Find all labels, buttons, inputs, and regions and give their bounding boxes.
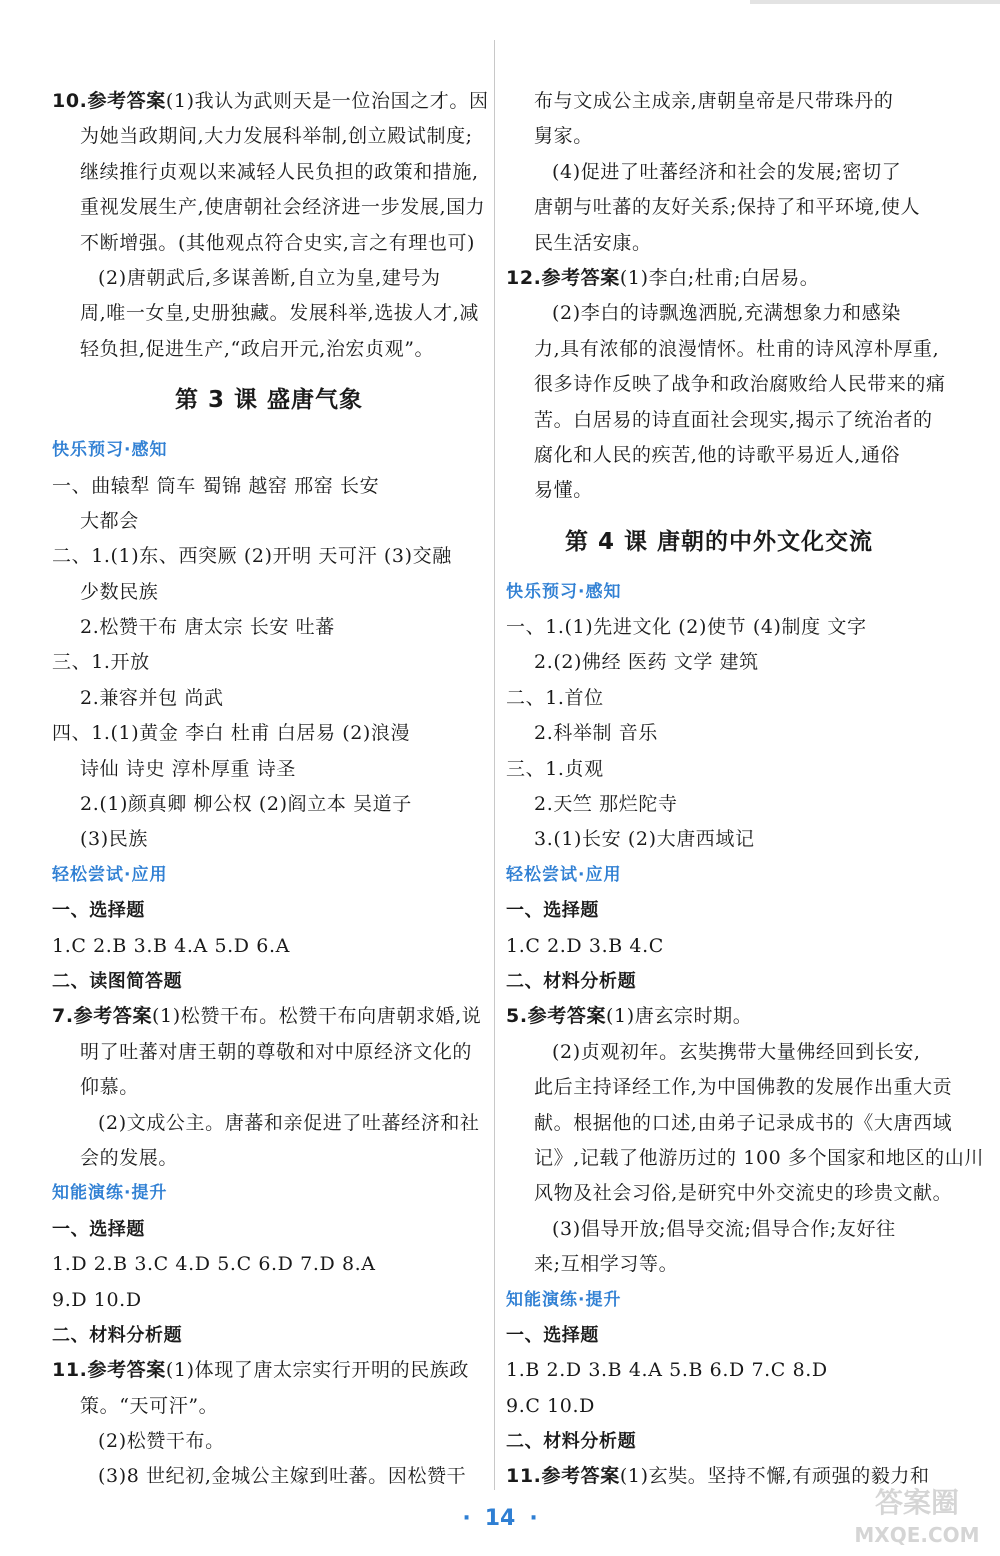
line-text: 明了吐蕃对唐王朝的尊敬和对中原经济文化的 <box>80 1040 473 1063</box>
question-type-heading <box>506 893 932 928</box>
text-line <box>506 1247 932 1282</box>
text-line <box>52 575 486 610</box>
section-heading <box>52 1176 486 1211</box>
text-line <box>506 1070 953 1105</box>
line-text: 1.B 2.D 3.B 4.A 5.B 6.D 7.C 8.D <box>506 1359 828 1382</box>
line-text: 二、1.(1)东、西突厥 (2)开明 天可汗 (3)交融 <box>52 545 452 568</box>
answer-line <box>52 999 486 1034</box>
line-text: 二、1.首位 <box>506 686 604 709</box>
text-line <box>52 504 486 539</box>
question-type-heading <box>506 1424 932 1459</box>
section-heading <box>52 858 486 893</box>
text-line <box>52 1247 486 1282</box>
left-column <box>52 84 489 1495</box>
line-text: 一、曲辕犁 筒车 蜀锦 越窑 邢窑 长安 <box>52 474 380 497</box>
text-line <box>52 822 486 857</box>
page-number-dot-left: · <box>462 1506 471 1531</box>
line-text: 9.D 10.D <box>52 1288 142 1311</box>
line-text: 少数民族 <box>80 580 159 603</box>
text-line <box>506 1106 953 1141</box>
line-text: 腐化和人民的疾苦,他的诗歌平易近人,通俗 <box>534 443 901 466</box>
line-text: (1)松赞干布。松赞干布向唐朝求婚,说 <box>152 1005 482 1028</box>
line-text: 风物及社会习俗,是研究中外交流史的珍贵文献。 <box>534 1182 953 1205</box>
line-text: (1)我认为武则天是一位治国之才。因 <box>165 90 489 112</box>
line-text: 2.松赞干布 唐太宗 长安 吐蕃 <box>80 616 335 639</box>
text-line <box>506 1212 932 1247</box>
line-text: 2.(1)颜真卿 柳公权 (2)阎立本 吴道子 <box>80 793 412 816</box>
answer-line <box>506 999 932 1034</box>
line-text: (2)松赞干布。 <box>98 1430 225 1453</box>
line-text: 2.科举制 音乐 <box>534 722 658 745</box>
line-text: 此后主持译经工作,为中国佛教的发展作出重大贡 <box>534 1076 953 1099</box>
line-text: (1)李白;杜甫;白居易。 <box>619 266 820 289</box>
line-text: 知能演练·提升 <box>52 1183 168 1204</box>
line-text: 快乐预习·感知 <box>52 440 168 461</box>
question-type-heading <box>52 1318 486 1353</box>
line-text: 为她当政期间,大力发展科举制,创立殿试制度; <box>80 125 473 148</box>
line-text: 策。“天可汗”。 <box>80 1394 219 1417</box>
text-line <box>52 190 486 225</box>
line-text: 第 3 课 盛唐气象 <box>174 387 364 414</box>
line-text: (1)体现了唐太宗实行开明的民族政 <box>165 1359 469 1382</box>
text-line <box>52 469 486 504</box>
text-line <box>506 473 932 508</box>
line-text: 一、选择题 <box>52 900 145 922</box>
line-text: 2.(2)佛经 医药 文学 建筑 <box>534 651 759 674</box>
text-line <box>52 1035 486 1070</box>
right-column <box>506 84 984 1495</box>
line-text: 舅家。 <box>534 125 593 148</box>
answer-label: 参考答案 <box>541 266 620 289</box>
line-text: 快乐预习·感知 <box>506 581 622 602</box>
text-line <box>506 1389 932 1424</box>
answer-label: 参考答案 <box>87 90 166 112</box>
line-text: 一、1.(1)先进文化 (2)使节 (4)制度 文字 <box>506 616 867 639</box>
lesson-title <box>506 509 932 575</box>
answer-line <box>506 261 932 296</box>
text-line <box>506 84 932 119</box>
line-text: 一、选择题 <box>506 900 599 922</box>
line-text: 周,唯一女皇,史册独藏。发展科举,选拔人才,减 <box>80 302 479 325</box>
line-text: 三、1.贞观 <box>506 757 604 780</box>
question-type-heading <box>506 1318 932 1353</box>
line-text: 1.C 2.D 3.B 4.C <box>506 934 664 957</box>
line-text: (4)促进了吐蕃经济和社会的发展;密切了 <box>552 160 902 183</box>
line-text: 一、选择题 <box>506 1324 599 1346</box>
text-line <box>52 1070 486 1105</box>
line-text: 轻松尝试·应用 <box>52 864 168 885</box>
text-line <box>506 787 932 822</box>
text-line <box>506 929 932 964</box>
line-text: 2.天竺 那烂陀寺 <box>534 793 678 816</box>
text-line <box>52 645 486 680</box>
question-number: 12. <box>506 266 542 289</box>
line-text: 二、材料分析题 <box>52 1324 183 1346</box>
text-line <box>52 119 486 154</box>
line-text: 会的发展。 <box>80 1146 179 1169</box>
line-text: (2)文成公主。唐蕃和亲促进了吐蕃经济和社 <box>98 1111 480 1134</box>
text-line <box>52 610 486 645</box>
text-line <box>506 1035 932 1070</box>
line-text: (3)8 世纪初,金城公主嫁到吐蕃。因松赞干 <box>98 1465 467 1488</box>
line-text: (1)唐玄宗时期。 <box>606 1005 753 1028</box>
question-type-heading <box>52 964 486 999</box>
line-text: 苦。白居易的诗直面社会现实,揭示了统治者的 <box>534 408 933 431</box>
line-text: (1)玄奘。坚持不懈,有顽强的毅力和 <box>619 1465 930 1488</box>
watermark-line1: 答案圈 <box>874 1486 960 1519</box>
text-line <box>506 296 932 331</box>
text-line <box>506 403 932 438</box>
text-line <box>506 822 932 857</box>
text-line <box>52 226 486 261</box>
line-text: 力,具有浓郁的浪漫情怀。杜甫的诗风淳朴厚重, <box>534 337 940 360</box>
text-line <box>506 226 932 261</box>
line-text: (2)李白的诗飘逸洒脱,充满想象力和感染 <box>552 302 901 325</box>
text-line <box>52 1389 486 1424</box>
question-number: 5. <box>506 1005 528 1028</box>
text-line <box>52 1106 486 1141</box>
section-heading <box>506 858 932 893</box>
text-line <box>52 752 486 787</box>
answer-line <box>52 1353 486 1388</box>
page-number-value: 14 <box>484 1506 516 1531</box>
text-line <box>506 1176 953 1211</box>
text-line <box>506 645 932 680</box>
line-text: 三、1.开放 <box>52 651 150 674</box>
text-line <box>506 610 932 645</box>
line-text: 布与文成公主成亲,唐朝皇帝是尺带珠丹的 <box>534 90 894 112</box>
text-line <box>52 261 486 296</box>
line-text: 3.(1)长安 (2)大唐西域记 <box>534 828 755 851</box>
line-text: 知能演练·提升 <box>506 1289 622 1310</box>
page-number-dot-right: · <box>529 1506 538 1531</box>
line-text: 不断增强。(其他观点符合史实,言之有理也可) <box>80 231 476 254</box>
line-text: 唐朝与吐蕃的友好关系;保持了和平环境,使人 <box>534 196 921 219</box>
watermark-logo <box>842 1480 992 1550</box>
line-text: 继续推行贞观以来减轻人民负担的政策和措施, <box>80 160 479 183</box>
question-type-heading <box>52 893 486 928</box>
text-line <box>506 119 932 154</box>
text-line <box>52 332 486 367</box>
text-line <box>506 1141 984 1176</box>
section-heading <box>506 575 932 610</box>
question-type-heading <box>52 1212 486 1247</box>
question-number: 11. <box>52 1359 88 1382</box>
line-text: (3)倡导开放;倡导交流;倡导合作;友好往 <box>552 1217 896 1240</box>
line-text: 1.D 2.B 3.C 4.D 5.C 6.D 7.D 8.A <box>52 1253 376 1276</box>
text-line <box>52 296 486 331</box>
watermark-line2: MXQE.COM <box>854 1523 980 1547</box>
line-text: 轻负担,促进生产,“政启开元,治宏贞观”。 <box>80 337 435 360</box>
line-text: 二、材料分析题 <box>506 1431 637 1453</box>
line-text: 民生活安康。 <box>534 231 652 254</box>
answer-label: 参考答案 <box>527 1005 607 1028</box>
text-line <box>52 1459 486 1494</box>
text-line <box>506 367 946 402</box>
lesson-title <box>52 367 486 433</box>
text-line <box>52 681 486 716</box>
section-heading <box>52 433 486 468</box>
line-text: 大都会 <box>80 509 139 532</box>
text-line <box>506 155 932 190</box>
top-edge-bar <box>750 0 1000 4</box>
line-text: 来;互相学习等。 <box>534 1253 679 1276</box>
text-line <box>52 929 486 964</box>
question-number: 11. <box>506 1465 542 1488</box>
line-text: 第 4 课 唐朝的中外文化交流 <box>564 528 874 555</box>
answer-label: 参考答案 <box>541 1465 620 1488</box>
column-divider <box>494 40 495 1490</box>
text-line <box>52 155 486 190</box>
line-text: (2)贞观初年。玄奘携带大量佛经回到长安, <box>552 1040 921 1063</box>
line-text: 记》,记载了他游历过的 100 多个国家和地区的山川 <box>534 1146 984 1169</box>
line-text: 重视发展生产,使唐朝社会经济进一步发展,国力 <box>80 196 486 219</box>
line-text: 二、读图简答题 <box>52 970 183 992</box>
line-text: 四、1.(1)黄金 李白 杜甫 白居易 (2)浪漫 <box>52 722 411 745</box>
line-text: 2.兼容并包 尚武 <box>80 686 224 709</box>
answer-label: 参考答案 <box>87 1359 166 1382</box>
line-text: (2)唐朝武后,多谋善断,自立为皇,建号为 <box>98 266 441 289</box>
text-line <box>52 1283 486 1318</box>
line-text: 易懂。 <box>534 479 593 502</box>
line-text: 诗仙 诗史 淳朴厚重 诗圣 <box>80 757 296 780</box>
question-type-heading <box>506 964 932 999</box>
answer-label: 参考答案 <box>73 1005 153 1028</box>
question-number: 10. <box>52 90 88 112</box>
answer-line <box>52 84 489 119</box>
text-line <box>506 190 932 225</box>
line-text: 一、选择题 <box>52 1218 145 1240</box>
text-line <box>506 438 932 473</box>
line-text: 1.C 2.B 3.B 4.A 5.D 6.A <box>52 934 290 957</box>
text-line <box>506 752 932 787</box>
line-text: 二、材料分析题 <box>506 970 637 992</box>
text-line <box>506 332 940 367</box>
question-number: 7. <box>52 1005 74 1028</box>
text-line <box>52 1141 486 1176</box>
text-line <box>506 716 932 751</box>
text-line <box>506 681 932 716</box>
line-text: 9.C 10.D <box>506 1394 595 1417</box>
text-line <box>52 1424 486 1459</box>
line-text: (3)民族 <box>80 828 148 851</box>
text-line <box>52 787 486 822</box>
line-text: 献。根据他的口述,由弟子记录成书的《大唐西域 <box>534 1111 953 1134</box>
text-line <box>52 539 486 574</box>
line-text: 很多诗作反映了战争和政治腐败给人民带来的痛 <box>534 373 946 396</box>
text-line <box>52 716 486 751</box>
line-text: 仰慕。 <box>80 1076 139 1099</box>
section-heading <box>506 1283 932 1318</box>
line-text: 轻松尝试·应用 <box>506 864 622 885</box>
text-line <box>506 1353 932 1388</box>
